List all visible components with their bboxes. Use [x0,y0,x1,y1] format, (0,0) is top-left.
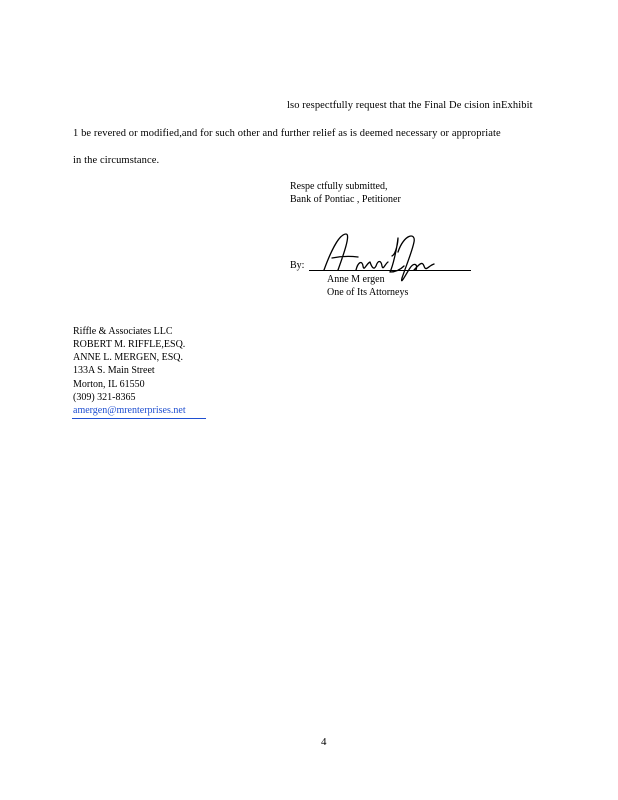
body-line-3: in the circumstance. [73,155,160,166]
firm-attorney-2: ANNE L. MERGEN, ESQ. [73,352,183,363]
firm-phone: (309) 321-8365 [73,392,136,403]
body-line-1: lso respectfully request that the Final De cision inExhibit [287,100,533,111]
signature-line [309,270,471,271]
by-label: By: [290,260,305,271]
firm-email-link[interactable]: amergen@mrenterprises.net [73,405,186,416]
closing-submitted: Respe ctfully submitted, [290,181,388,192]
firm-name: Riffle & Associates LLC [73,326,173,337]
firm-street: 133A S. Main Street [73,365,155,376]
closing-party: Bank of Pontiac , Petitioner [290,194,401,205]
body-line-2: 1 be revered or modified,and for such other and further relief as is deemed necessary or appropriate [73,128,501,139]
signer-title: One of Its Attorneys [327,287,409,298]
signer-name: Anne M ergen [327,274,385,285]
firm-city: Morton, IL 61550 [73,379,145,390]
firm-attorney-1: ROBERT M. RIFFLE,ESQ. [73,339,186,350]
page-number: 4 [321,736,327,748]
email-underline [72,418,206,419]
